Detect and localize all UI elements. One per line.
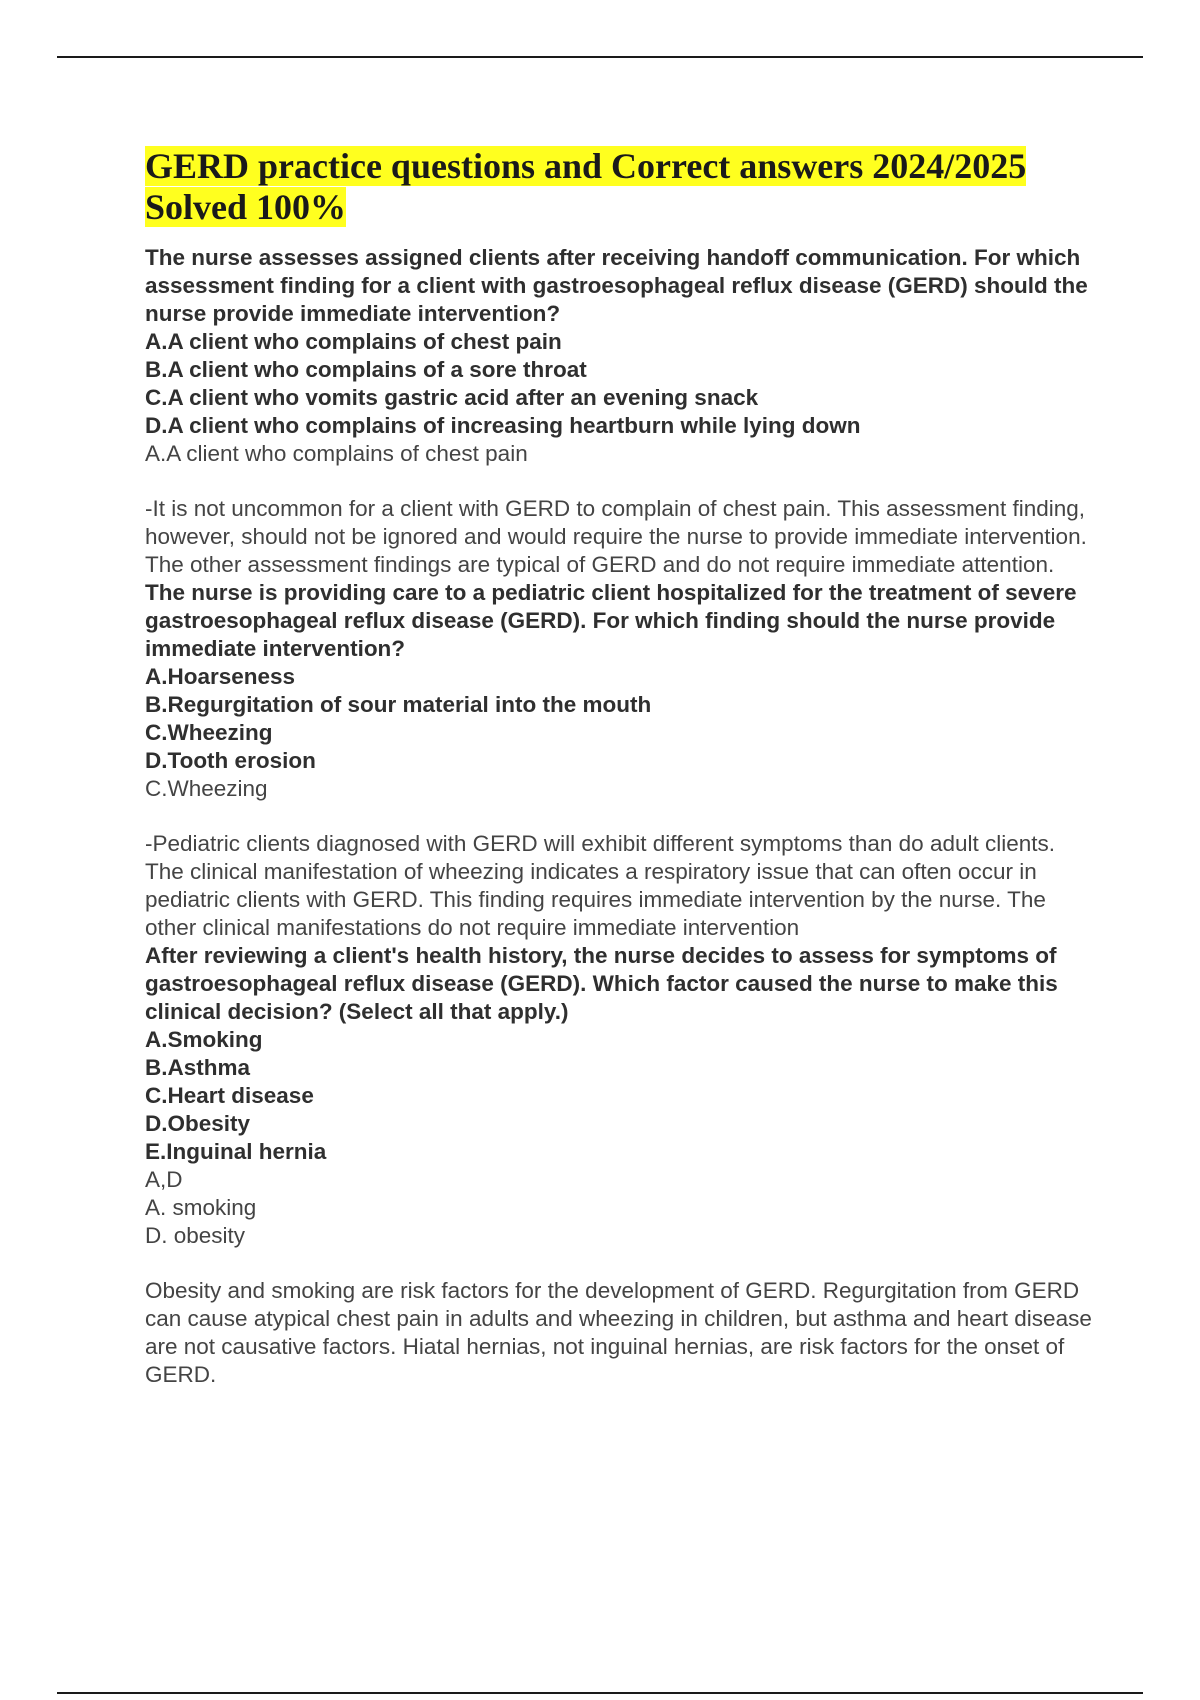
explanation-text: Obesity and smoking are risk factors for the development of GERD. Regurgitation from GERD can cause atypical chest pain in adults and wheezing in children, but asthma and heart disease are not causative factors. Hiatal hernias, not inguinal hernias, are risk factors for the onset of GERD. — [145, 1278, 1092, 1387]
option-c: C.Heart disease — [145, 1083, 314, 1108]
option-b: B.A client who complains of a sore throat — [145, 357, 587, 382]
option-c: C.Wheezing — [145, 720, 273, 745]
answer-line: C.Wheezing — [145, 776, 268, 801]
question-text: The nurse is providing care to a pediatric client hospitalized for the treatment of severe gastroesophageal reflux disease (GERD). For which finding should the nurse provide immediate intervention? — [145, 580, 1077, 661]
question-block-3 — [145, 942, 1095, 1389]
option-a: A.Smoking — [145, 1027, 263, 1052]
option-d: D.Tooth erosion — [145, 748, 316, 773]
spacer — [145, 803, 1095, 830]
spacer — [145, 1250, 1095, 1277]
question-block-2 — [145, 579, 1095, 942]
question-text: After reviewing a client's health history, the nurse decides to assess for symptoms of gastroesophageal reflux disease (GERD). Which factor caused the nurse to make this clinical decision? (Select all that apply.) — [145, 943, 1058, 1024]
option-b: B.Regurgitation of sour material into the mouth — [145, 692, 652, 717]
option-b: B.Asthma — [145, 1055, 251, 1080]
top-rule — [57, 56, 1143, 58]
bottom-rule — [57, 1692, 1143, 1694]
title-highlight: GERD practice questions and Correct answers 2024/2025 Solved 100% — [145, 146, 1027, 227]
answer-line: D. obesity — [145, 1223, 246, 1248]
question-text: The nurse assesses assigned clients after receiving handoff communication. For which assessment finding for a client with gastroesophageal reflux disease (GERD) should the nurse provide immediate intervention? — [145, 245, 1088, 326]
explanation-text: -It is not uncommon for a client with GERD to complain of chest pain. This assessment finding, however, should not be ignored and would require the nurse to provide immediate intervention. The other assessment findings are typical of GERD and do not require immediate attention. — [145, 496, 1087, 577]
explanation-text: -Pediatric clients diagnosed with GERD will exhibit different symptoms than do adult clients. The clinical manifestation of wheezing indicates a respiratory issue that can often occur in pediatric clients with GERD. This finding requires immediate intervention by the nurse. The other clinical manifestations do not require immediate intervention — [145, 831, 1056, 940]
option-d: D.Obesity — [145, 1111, 251, 1136]
spacer — [145, 468, 1095, 495]
document-title — [145, 146, 1095, 228]
option-e: E.Inguinal hernia — [145, 1139, 327, 1164]
question-block-1 — [145, 244, 1095, 579]
answer-line: A.A client who complains of chest pain — [145, 441, 528, 466]
option-d: D.A client who complains of increasing heartburn while lying down — [145, 413, 861, 438]
answer-line: A,D — [145, 1167, 183, 1192]
option-a: A.Hoarseness — [145, 664, 296, 689]
answer-line: A. smoking — [145, 1195, 257, 1220]
option-a: A.A client who complains of chest pain — [145, 329, 562, 354]
document-body — [145, 146, 1095, 1389]
option-c: C.A client who vomits gastric acid after an evening snack — [145, 385, 759, 410]
